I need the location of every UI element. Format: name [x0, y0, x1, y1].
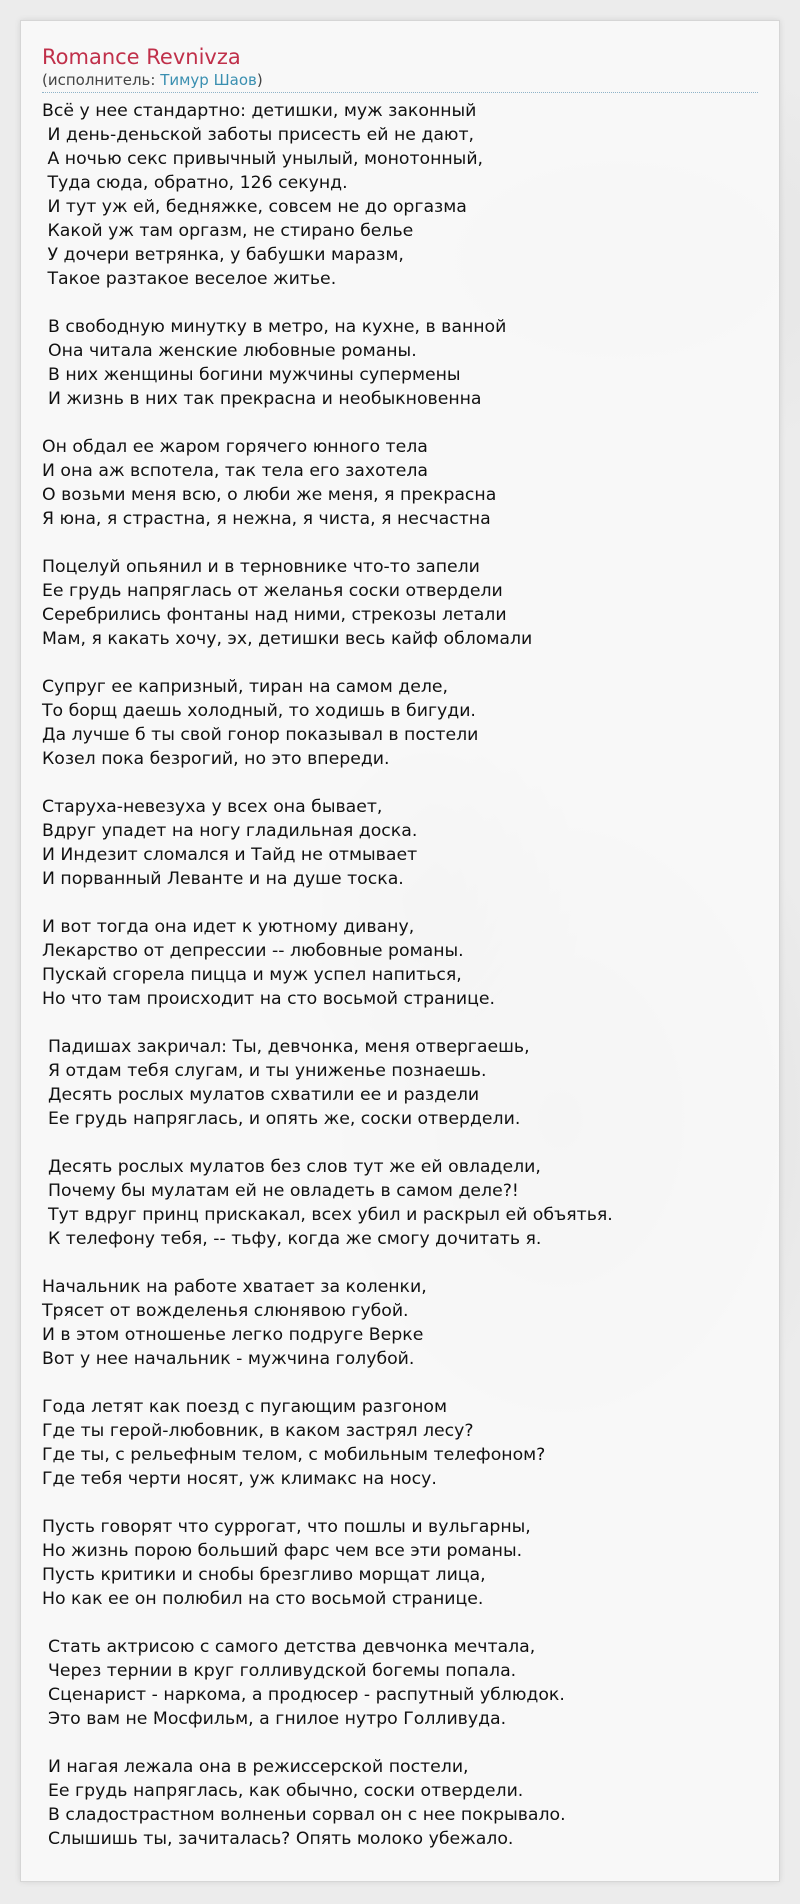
stanza: [42, 1635, 772, 1731]
lyric-line: Где тебя черти носят, уж климакс на носу.: [42, 1469, 437, 1489]
lyric-line: Пускай сгорела пицца и муж успел напиться,: [42, 965, 462, 985]
lyric-line: Я юна, я страстна, я нежна, я чиста, я несчастна: [42, 509, 491, 529]
lyric-line: В них женщины богини мужчины супермены: [48, 365, 461, 385]
lyric-line: Но жизнь порою больший фарс чем все эти романы.: [42, 1541, 523, 1561]
lyric-line: У дочери ветрянка, у бабушки маразм,: [42, 245, 404, 265]
lyric-line: Трясет от вожделенья слюнявою губой.: [42, 1301, 409, 1321]
stanza: [42, 1755, 772, 1851]
lyric-line: В свободную минутку в метро, на кухне, в ванной: [48, 317, 507, 337]
lyric-line: Десять рослых мулатов без слов тут же ей овладели,: [48, 1157, 541, 1177]
lyric-line: Старуха-невезуха у всех она бывает,: [42, 797, 383, 817]
lyric-line: К телефону тебя, -- тьфу, когда же смогу дочитать я.: [48, 1229, 542, 1249]
performer-prefix: (исполнитель:: [42, 71, 161, 89]
stanza: [42, 1035, 772, 1131]
stanza: [42, 435, 772, 531]
lyric-line: Слышишь ты, зачиталась? Опять молоко убежало.: [48, 1829, 514, 1849]
lyric-line: Мам, я какать хочу, эх, детишки весь кайф обломали: [42, 629, 533, 649]
lyric-line: Вдруг упадет на ногу гладильная доска.: [42, 821, 418, 841]
lyric-line: Ее грудь напряглась от желанья соски отвердели: [42, 581, 503, 601]
lyric-line: Серебрились фонтаны над ними, стрекозы летали: [42, 605, 507, 625]
lyric-line: Да лучше б ты свой гонор показывал в постели: [42, 725, 479, 745]
lyric-line: Лекарство от депрессии -- любовные романы.: [42, 941, 464, 961]
lyric-line: Супруг ее капризный, тиран на самом деле,: [42, 677, 449, 697]
lyric-line: Он обдал ее жаром горячего юнного тела: [42, 437, 428, 457]
stanza: [42, 1395, 772, 1491]
lyric-line: Пусть критики и снобы брезгливо морщат лица,: [42, 1565, 486, 1585]
lyric-line: Стать актрисою с самого детства девчонка мечтала,: [48, 1637, 536, 1657]
stanza: [42, 1275, 772, 1371]
lyric-line: Это вам не Мосфильм, а гнилое нутро Голливуда.: [48, 1709, 507, 1729]
lyrics-body: [42, 99, 772, 1875]
lyric-line: И нагая лежала она в режиссерской постели,: [48, 1757, 469, 1777]
lyric-line: Пусть говорят что суррогат, что пошлы и вульгарны,: [42, 1517, 531, 1537]
lyric-line: Через тернии в круг голливудской богемы попала.: [48, 1661, 517, 1681]
lyric-line: Года летят как поезд с пугающим разгоном: [42, 1397, 448, 1417]
lyric-line: Но как ее он полюбил на сто восьмой странице.: [42, 1589, 484, 1609]
lyric-line: Она читала женские любовные романы.: [48, 341, 417, 361]
lyric-line: И она аж вспотела, так тела его захотела: [42, 461, 429, 481]
lyric-line: Козел пока безрогий, но это впереди.: [42, 749, 390, 769]
lyric-line: И в этом отношенье легко подруге Верке: [42, 1325, 424, 1345]
lyric-line: Ее грудь напряглась, и опять же, соски отвердели.: [48, 1109, 521, 1129]
stanza: [42, 555, 772, 651]
stanza: [42, 1515, 772, 1611]
stanza: [42, 315, 772, 411]
lyric-line: Где ты герой-любовник, в каком застрял лесу?: [42, 1421, 474, 1441]
lyric-line: Туда сюда, обратно, 126 секунд.: [42, 173, 348, 193]
lyric-line: Сценарист - наркома, а продюсер - распутный ублюдок.: [48, 1685, 565, 1705]
song-header: [42, 43, 758, 93]
performer-link[interactable]: Тимур Шаов: [160, 71, 257, 89]
lyric-line: Падишах закричал: Ты, девчонка, меня отвергаешь,: [48, 1037, 530, 1057]
lyric-line: Почему бы мулатам ей не овладеть в самом деле?!: [48, 1181, 519, 1201]
lyric-line: Где ты, с рельефным телом, с мобильным телефоном?: [42, 1445, 546, 1465]
lyric-line: И тут уж ей, бедняжке, совсем не до оргазма: [42, 197, 467, 217]
lyric-line: Поцелуй опьянил и в терновнике что-то запели: [42, 557, 480, 577]
lyric-line: И Индезит сломался и Тайд не отмывает: [42, 845, 418, 865]
stanza: [42, 675, 772, 771]
lyric-line: И день-деньской заботы присесть ей не дают,: [42, 125, 475, 145]
performer-line: [42, 71, 758, 89]
lyric-line: Ее грудь напряглась, как обычно, соски отвердели.: [48, 1781, 524, 1801]
lyric-line: Десять рослых мулатов схватили ее и раздели: [48, 1085, 480, 1105]
lyric-line: Начальник на работе хватает за коленки,: [42, 1277, 427, 1297]
stanza: [42, 915, 772, 1011]
lyric-line: И порванный Леванте и на душе тоска.: [42, 869, 404, 889]
lyric-line: Я отдам тебя слугам, и ты униженье познаешь.: [48, 1061, 487, 1081]
lyric-line: То борщ даешь холодный, то ходишь в бигуди.: [42, 701, 476, 721]
stanza: [42, 1155, 772, 1251]
lyric-line: И жизнь в них так прекрасна и необыкновенна: [48, 389, 482, 409]
lyric-line: Тут вдруг принц прискакал, всех убил и раскрыл ей объятья.: [48, 1205, 613, 1225]
lyric-line: Вот у нее начальник - мужчина голубой.: [42, 1349, 415, 1369]
lyric-line: В сладострастном волненьи сорвал он с нее покрывало.: [48, 1805, 566, 1825]
lyric-line: О возьми меня всю, о люби же меня, я прекрасна: [42, 485, 497, 505]
song-title: Romance Revnivza: [42, 45, 241, 69]
lyric-line: А ночью секс привычный унылый, монотонный,: [42, 149, 484, 169]
lyric-line: Всё у нее стандартно: детишки, муж законный: [42, 101, 477, 121]
lyric-line: И вот тогда она идет к уютному дивану,: [42, 917, 415, 937]
stanza: [42, 795, 772, 891]
lyric-line: Такое разтакое веселое житье.: [42, 269, 337, 289]
stanza: [42, 99, 772, 291]
lyrics-card: [20, 20, 780, 1882]
performer-suffix: ): [256, 71, 263, 89]
lyric-line: Какой уж там оргазм, не стирано белье: [42, 221, 414, 241]
lyric-line: Но что там происходит на сто восьмой странице.: [42, 989, 496, 1009]
